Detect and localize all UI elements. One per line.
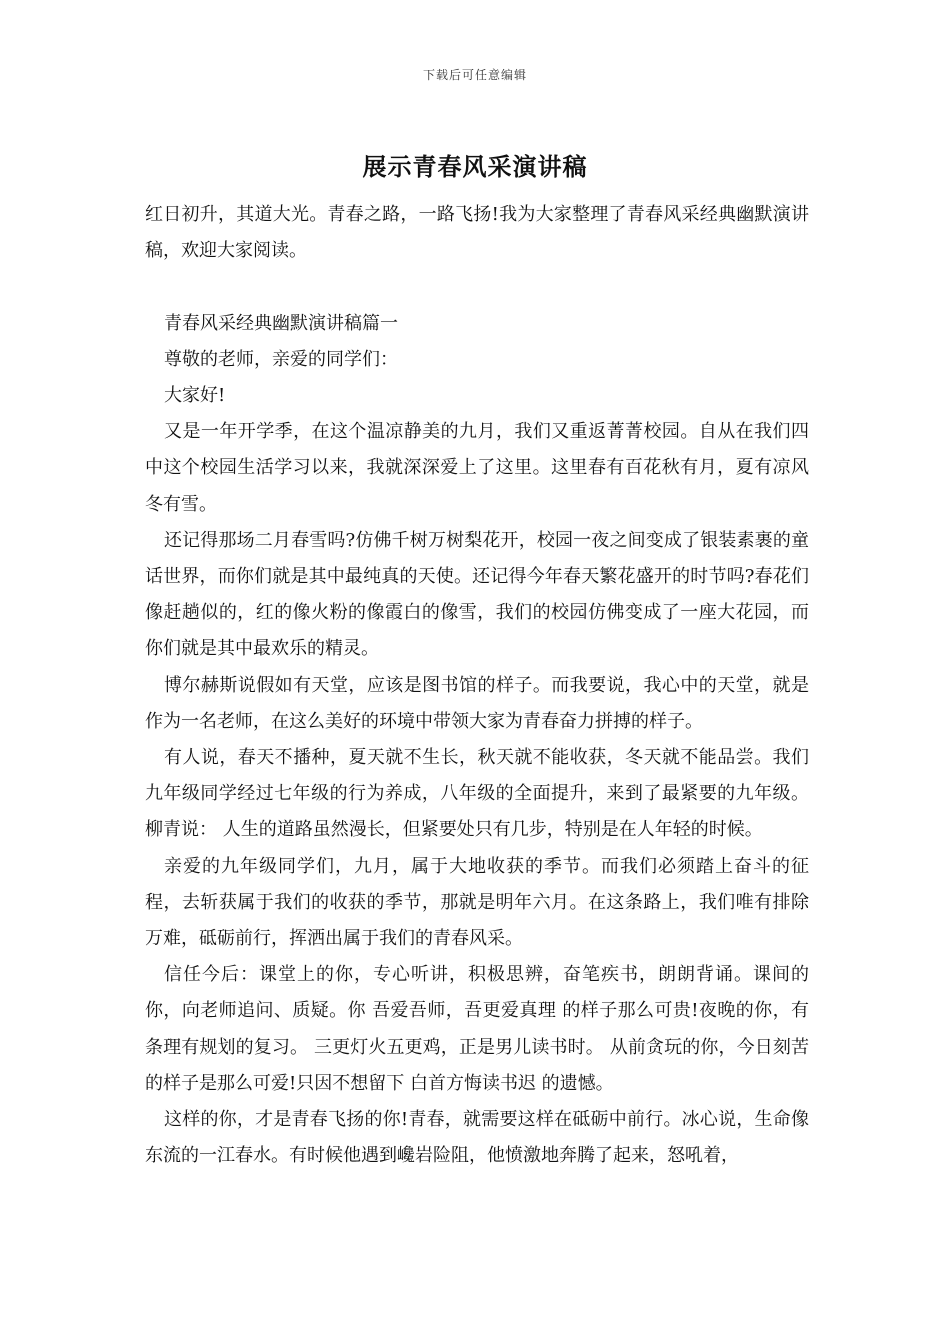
body-paragraph: 这样的你，才是青春飞扬的你!青春，就需要这样在砥砺中前行。冰心说，生命像东流的一江春水。有时候他遇到巉岩险阻，他愤激地奔腾了起来，怒吼着， [145, 1109, 809, 1167]
body-paragraph: 信任今后：课堂上的你，专心听讲，积极思辨，奋笔疾书，朗朗背诵。课间的你，向老师追问、质疑。你 吾爱吾师，吾更爱真理 的样子那么可贵!夜晚的你，有条理有规划的复习。 三更灯火五更鸡，正是男儿读书时。 从前贪玩的你，今日刻苦的样子是那么可爱!只因不想留下 白首方悔读书迟 的遗憾。 [145, 964, 809, 1094]
body-paragraph: 博尔赫斯说假如有天堂，应该是图书馆的样子。而我要说，我心中的天堂，就是作为一名老师，在这么美好的环境中带领大家为青春奋力拼搏的样子。 [145, 674, 809, 732]
salutation: 尊敬的老师，亲爱的同学们： [164, 348, 398, 370]
intro-paragraph: 红日初升，其道大光。青春之路，一路飞扬!我为大家整理了青春风采经典幽默演讲稿，欢迎大家阅读。 [145, 204, 809, 262]
body-paragraph: 又是一年开学季，在这个温凉静美的九月，我们又重返菁菁校园。自从在我们四中这个校园生活学习以来，我就深深爱上了这里。这里春有百花秋有月，夏有凉风冬有雪。 [145, 421, 809, 515]
blank-line [145, 269, 809, 305]
header-note: 下载后可任意编辑 [422, 68, 527, 82]
body-paragraph: 亲爱的九年级同学们，九月，属于大地收获的季节。而我们必须踏上奋斗的征程，去斩获属于我们的收获的季节，那就是明年六月。在这条路上，我们唯有排除万难，砥砺前行，挥洒出属于我们的青春风采。 [145, 855, 809, 950]
body-paragraph: 有人说，春天不播种，夏天就不生长，秋天就不能收获，冬天就不能品尝。我们九年级同学经过七年级的行为养成，八年级的全面提升，来到了最紧要的九年级。柳青说： 人生的道路虽然漫长，但紧要处只有几步，特别是在人年轻的时候。 [145, 747, 809, 841]
body-paragraph: 还记得那场二月春雪吗?仿佛千树万树梨花开，校园一夜之间变成了银装素裹的童话世界，而你们就是其中最纯真的天使。还记得今年春天繁花盛开的时节吗?春花们像赶趟似的，红的像火粉的像霞白的像雪，我们的校园仿佛变成了一座大花园，而你们就是其中最欢乐的精灵。 [145, 529, 809, 660]
section-title: 青春风采经典幽默演讲稿篇一 [164, 312, 398, 334]
greeting: 大家好! [164, 385, 226, 406]
document-body [145, 197, 809, 1174]
page-title: 展示青春风采演讲稿 [362, 152, 588, 181]
